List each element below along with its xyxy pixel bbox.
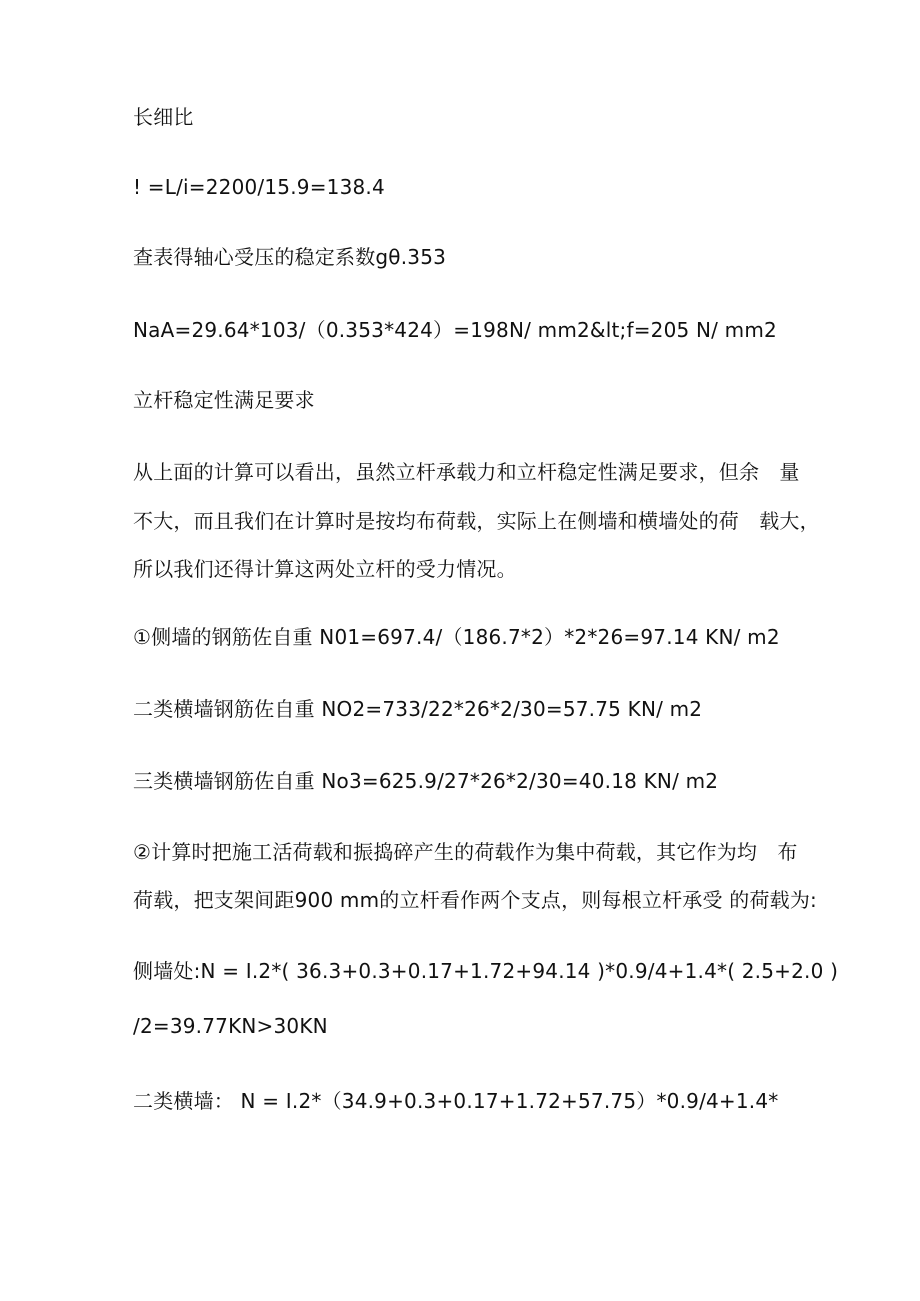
text-line-stability-coefficient: 查表得轴心受压的稳定系数gθ.353 [133,245,447,269]
text-line-load-assumption-1: ②计算时把施工活荷载和振捣碎产生的荷载作为集中荷载，其它作为均 布 [133,840,798,864]
text-line-stability-ok: 立杆稳定性满足要求 [133,388,315,412]
text-line-paragraph-3: 所以我们还得计算这两处立杆的受力情况。 [133,557,517,581]
text-line-stress-check: NaA=29.64*103/（0.353*424）=198N/ mm2&lt;f=205 N/ mm2 [133,318,777,342]
text-line-slenderness-heading: 长细比 [133,105,194,129]
text-line-side-wall-result: /2=39.77KN>30KN [133,1014,328,1038]
text-line-side-wall-load: 侧墙处:N = I.2*( 36.3+0.3+0.17+1.72+94.14 )*0.9/4+1.4*( 2.5+2.0 ) [133,959,839,983]
text-line-slenderness-formula: ! =L/i=2200/15.9=138.4 [133,175,385,199]
text-line-paragraph-1: 从上面的计算可以看出，虽然立杆承载力和立杆稳定性满足要求，但余 量 [133,460,800,484]
text-line-side-wall-weight: ①侧墙的钢筋佐自重 N01=697.4/（186.7*2）*2*26=97.14 KN/ m2 [133,625,780,649]
text-line-paragraph-2: 不大，而且我们在计算时是按均布荷载，实际上在侧墙和横墙处的荷 载大， [133,509,820,533]
text-line-class2-wall-weight: 二类横墙钢筋佐自重 NO2=733/22*26*2/30=57.75 KN/ m2 [133,697,703,721]
text-line-class3-wall-weight: 三类横墙钢筋佐自重 No3=625.9/27*26*2/30=40.18 KN/ m2 [133,769,719,793]
text-line-load-assumption-2: 荷载，把支架间距900 mm的立杆看作两个支点，则每根立杆承受 的荷载为: [133,888,817,912]
text-line-class2-wall-load: 二类横墙： N = I.2*（34.9+0.3+0.17+1.72+57.75）*0.9/4+1.4* [133,1089,779,1113]
